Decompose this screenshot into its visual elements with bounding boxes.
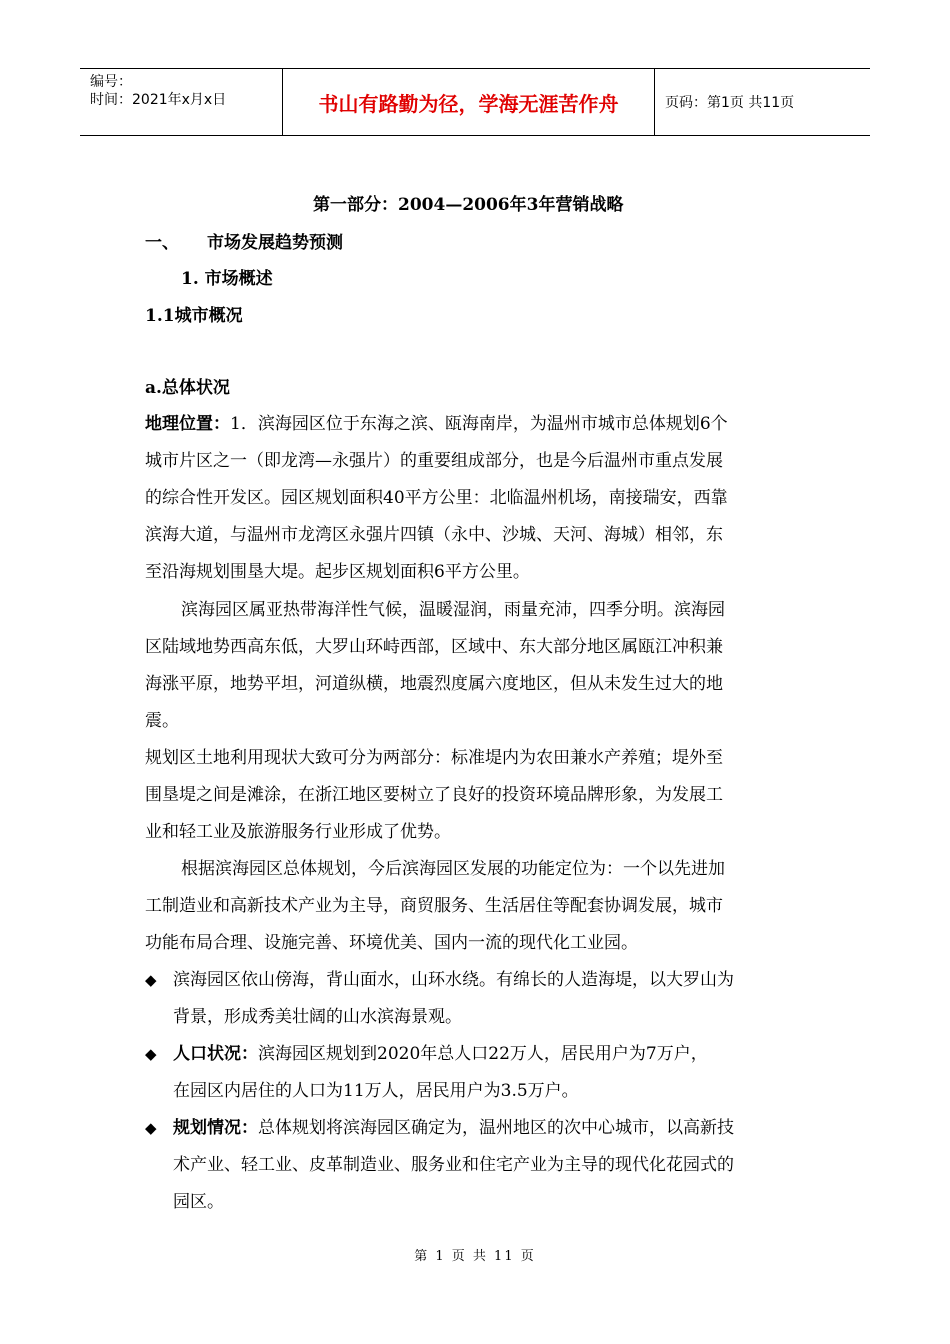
function-paragraph-line: 工制造业和高新技术产业为主导，商贸服务、生活居住等配套协调发展，城市 (145, 896, 723, 916)
header-motto: 书山有路勤为径，学海无涯苦作舟 (282, 69, 655, 135)
bullet-planning-line: 园区。 (173, 1192, 224, 1212)
land-paragraph-line: 业和轻工业及旅游服务行业形成了优势。 (145, 822, 451, 842)
header-page-info: 页码：第1页 共11页 (665, 95, 795, 111)
climate-paragraph-line: 区陆域地势西高东低，大罗山环峙西部，区域中、东大部分地区属瓯江冲积兼 (145, 637, 723, 657)
geo-paragraph-line: 地理位置：1．滨海园区位于东海之滨、瓯海南岸，为温州市城市总体规划6个 (145, 414, 728, 434)
geo-paragraph-line: 至沿海规划围垦大堤。起步区规划面积6平方公里。 (145, 562, 530, 582)
climate-paragraph-line: 震。 (145, 711, 179, 731)
population-label: 人口状况： (173, 1044, 258, 1064)
geo-label: 地理位置： (145, 414, 230, 434)
climate-paragraph-line: 滨海园区属亚热带海洋性气候，温暖湿润，雨量充沛，四季分明。滨海园 (181, 600, 725, 620)
geo-paragraph-line: 城市片区之一（即龙湾—永强片）的重要组成部分，也是今后温州市重点发展 (145, 451, 723, 471)
land-paragraph-line: 规划区土地利用现状大致可分为两部分：标准堤内为农田兼水产养殖；堤外至 (145, 748, 723, 768)
bullet-population-line: 在园区内居住的人口为11万人，居民用户为3.5万户。 (173, 1081, 579, 1101)
bullet-planning-line: 规划情况：总体规划将滨海园区确定为，温州地区的次中心城市，以高新技 (173, 1118, 734, 1138)
bullet-scenery-line: 背景，形成秀美壮阔的山水滨海景观。 (173, 1007, 462, 1027)
sub-heading-city: 1.1城市概况 (145, 306, 243, 326)
section-title: 市场发展趋势预测 (207, 233, 343, 253)
page-header (80, 68, 870, 136)
function-paragraph-line: 根据滨海园区总体规划，今后滨海园区发展的功能定位为：一个以先进加 (181, 859, 725, 879)
geo-paragraph-line: 的综合性开发区。园区规划面积40平方公里：北临温州机场，南接瑞安，西靠 (145, 488, 728, 508)
planning-label: 规划情况： (173, 1118, 258, 1138)
header-meta (80, 69, 282, 135)
bullet-diamond-icon: ◆ (145, 1045, 157, 1063)
bullet-planning-line: 术产业、轻工业、皮革制造业、服务业和住宅产业为主导的现代化花园式的 (173, 1155, 734, 1175)
number-label: 编号： (90, 74, 132, 90)
bullet-population-line: 人口状况：滨海园区规划到2020年总人口22万人，居民用户为7万户， (173, 1044, 708, 1064)
subsection-heading: 1. 市场概述 (181, 269, 273, 289)
function-paragraph-line: 功能布局合理、设施完善、环境优美、国内一流的现代化工业园。 (145, 933, 638, 953)
page-footer: 第 1 页 共 11 页 (414, 1249, 536, 1264)
part-title: 第一部分：2004—2006年3年营销战略 (313, 195, 624, 215)
section-heading (145, 228, 343, 258)
geo-paragraph-line: 滨海大道，与温州市龙湾区永强片四镇（永中、沙城、天河、海城）相邻，东 (145, 525, 723, 545)
bullet-diamond-icon: ◆ (145, 1119, 157, 1137)
bullet-diamond-icon: ◆ (145, 971, 157, 989)
climate-paragraph-line: 海涨平原，地势平坦，河道纵横，地震烈度属六度地区，但从未发生过大的地 (145, 674, 723, 694)
sub-heading-overall: a.总体状况 (145, 378, 230, 398)
date-label: 时间：2021年x月x日 (90, 92, 227, 108)
bullet-scenery-line: 滨海园区依山傍海，背山面水，山环水绕。有绵长的人造海堤，以大罗山为 (173, 970, 734, 990)
section-number: 一、 (145, 233, 179, 253)
land-paragraph-line: 围垦堤之间是滩涂，在浙江地区要树立了良好的投资环境品牌形象，为发展工 (145, 785, 723, 805)
